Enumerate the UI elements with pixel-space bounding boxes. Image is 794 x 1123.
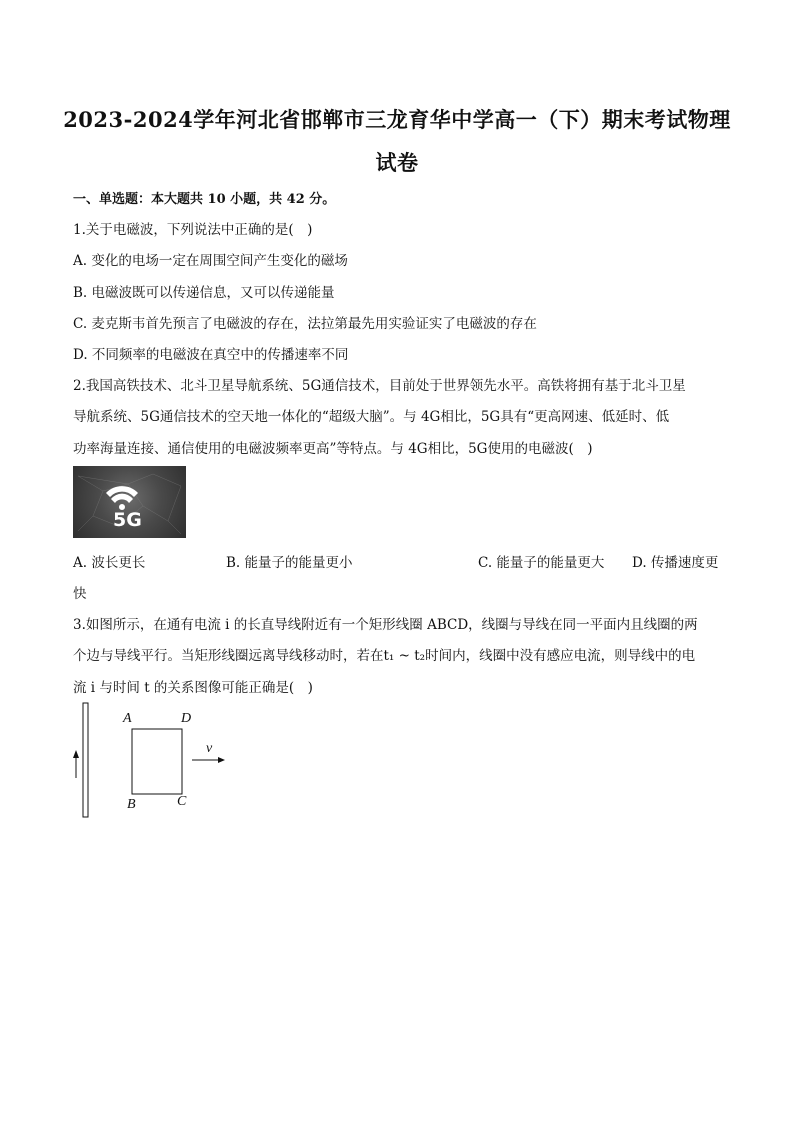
5g-image bbox=[73, 466, 186, 538]
wire-and-coil-figure bbox=[70, 700, 230, 822]
q3-stem-line3: 流 i 与时间 t 的关系图像可能正确是( ) bbox=[73, 680, 313, 696]
q2-stem-line3: 功率海量连接、通信使用的电磁波频率更高”等特点。与 4G相比，5G使用的电磁波( ) bbox=[73, 441, 593, 457]
long-straight-wire bbox=[83, 703, 88, 817]
q1-option-c: C. 麦克斯韦首先预言了电磁波的存在，法拉第最先用实验证实了电磁波的存在 bbox=[73, 316, 537, 332]
section-heading: 一、单选题：本大题共 10 小题，共 42 分。 bbox=[73, 192, 336, 207]
velocity-arrow-head bbox=[218, 757, 225, 763]
q1-option-a: A. 变化的电场一定在周围空间产生变化的磁场 bbox=[73, 253, 348, 269]
q1-stem: 1.关于电磁波，下列说法中正确的是( ) bbox=[73, 222, 313, 238]
vertex-label-b: B bbox=[127, 797, 136, 812]
q2-option-c: C. 能量子的能量更大 bbox=[478, 555, 605, 571]
q2-stem-line2: 导航系统、5G通信技术的空天地一体化的“超级大脑”。与 4G相比，5G具有“更高网速、低延时、低 bbox=[73, 409, 670, 425]
current-arrow-head bbox=[73, 750, 79, 758]
vertex-label-c: C bbox=[177, 794, 187, 809]
wifi-icon bbox=[106, 486, 138, 510]
vertex-label-a: A bbox=[123, 711, 132, 726]
q2-option-d: D. 传播速度更 bbox=[632, 555, 719, 571]
5g-label: 5G bbox=[113, 509, 142, 531]
q2-option-a: A. 波长更长 bbox=[73, 555, 146, 571]
page-title-line2: 试卷 bbox=[375, 150, 419, 175]
q3-stem-line2: 个边与导线平行。当矩形线圈远离导线移动时，若在t₁ ~ t₂时间内，线圈中没有感应电流，则导线中的电 bbox=[73, 648, 696, 664]
page-title-line1: 2023-2024学年河北省邯郸市三龙育华中学高一（下）期末考试物理 bbox=[63, 107, 731, 132]
q1-option-b: B. 电磁波既可以传递信息，又可以传递能量 bbox=[73, 285, 335, 301]
q3-stem-line1: 3.如图所示，在通有电流 i 的长直导线附近有一个矩形线圈 ABCD，线圈与导线在同一平面内且线圈的两 bbox=[73, 617, 698, 633]
vertex-label-d: D bbox=[181, 711, 192, 726]
rectangular-coil bbox=[132, 729, 182, 794]
q2-option-b: B. 能量子的能量更小 bbox=[226, 555, 353, 571]
q3-diagram bbox=[70, 700, 230, 822]
velocity-label: v bbox=[206, 741, 213, 756]
q2-option-d-continued: 快 bbox=[73, 586, 87, 602]
q1-option-d: D. 不同频率的电磁波在真空中的传播速率不同 bbox=[73, 347, 349, 363]
q2-stem-line1: 2.我国高铁技术、北斗卫星导航系统、5G通信技术，目前处于世界领先水平。高铁将拥有基于北斗卫星 bbox=[73, 378, 686, 394]
